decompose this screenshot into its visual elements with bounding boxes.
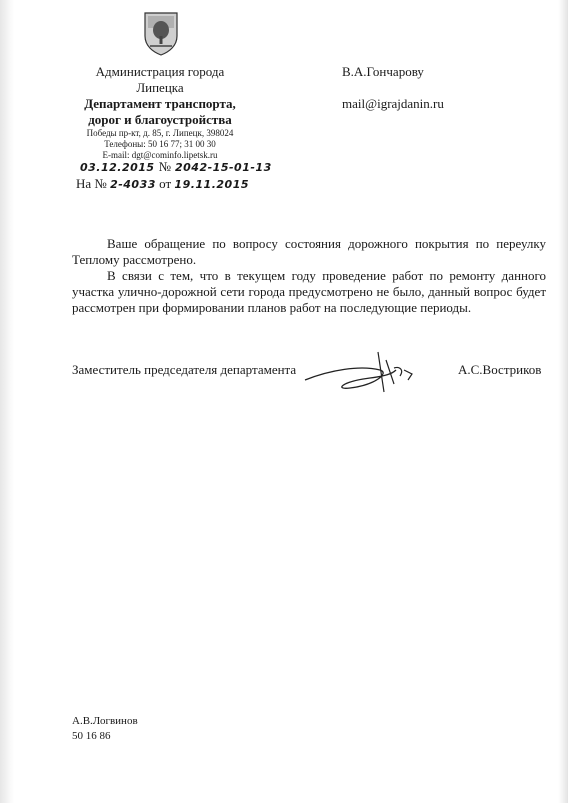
reference-from-label: от xyxy=(159,176,172,191)
signer-name: А.С.Востриков xyxy=(458,362,542,377)
reference-prefix: На № xyxy=(76,176,107,191)
department-name-line1: Департамент транспорта, xyxy=(84,96,236,111)
handwritten-signature xyxy=(300,340,430,400)
admin-name-line1: Администрация города xyxy=(95,64,225,79)
coat-of-arms-icon xyxy=(142,10,180,56)
department-address: Победы пр-кт, д. 85, г. Липецк, 398024 xyxy=(86,128,234,138)
scan-edge-left xyxy=(0,0,14,803)
letterhead xyxy=(60,64,260,161)
registration-number: 2042-15-01-13 xyxy=(175,161,272,174)
executor-name: А.В.Логвинов xyxy=(72,715,138,727)
executor-block xyxy=(72,714,138,744)
reference-line xyxy=(76,176,249,192)
scan-edge-right xyxy=(558,0,568,803)
body-paragraph-2: В связи с тем, что в текущем году проведение работ по ремонту данного участка улично-дорожной сети города предусмотрено не было, данный вопрос будет рассмотрен при формировании планов работ на последующие периоды. xyxy=(72,268,546,315)
signer-title: Заместитель председателя департамента xyxy=(72,362,297,377)
reference-date: 19.11.2015 xyxy=(174,178,250,191)
letter-body xyxy=(72,236,546,316)
admin-name-line2: Липецка xyxy=(136,80,184,95)
department-email: E-mail: dgt@cominfo.lipetsk.ru xyxy=(102,150,218,160)
number-label: № xyxy=(158,159,171,174)
department-name-line2: дорог и благоустройства xyxy=(88,112,232,127)
addressee-email: mail@igrajdanin.ru xyxy=(342,96,444,111)
reference-number: 2-4033 xyxy=(110,178,156,191)
department-phones: Телефоны: 50 16 77; 31 00 30 xyxy=(104,139,216,149)
registration-date: 03.12.2015 xyxy=(80,161,155,174)
executor-phone: 50 16 86 xyxy=(72,730,111,742)
registration-line xyxy=(80,158,272,176)
body-paragraph-1: Ваше обращение по вопросу состояния дорожного покрытия по переулку Теплому рассмотрено. xyxy=(72,236,546,267)
addressee-name: В.А.Гончарову xyxy=(342,64,424,79)
